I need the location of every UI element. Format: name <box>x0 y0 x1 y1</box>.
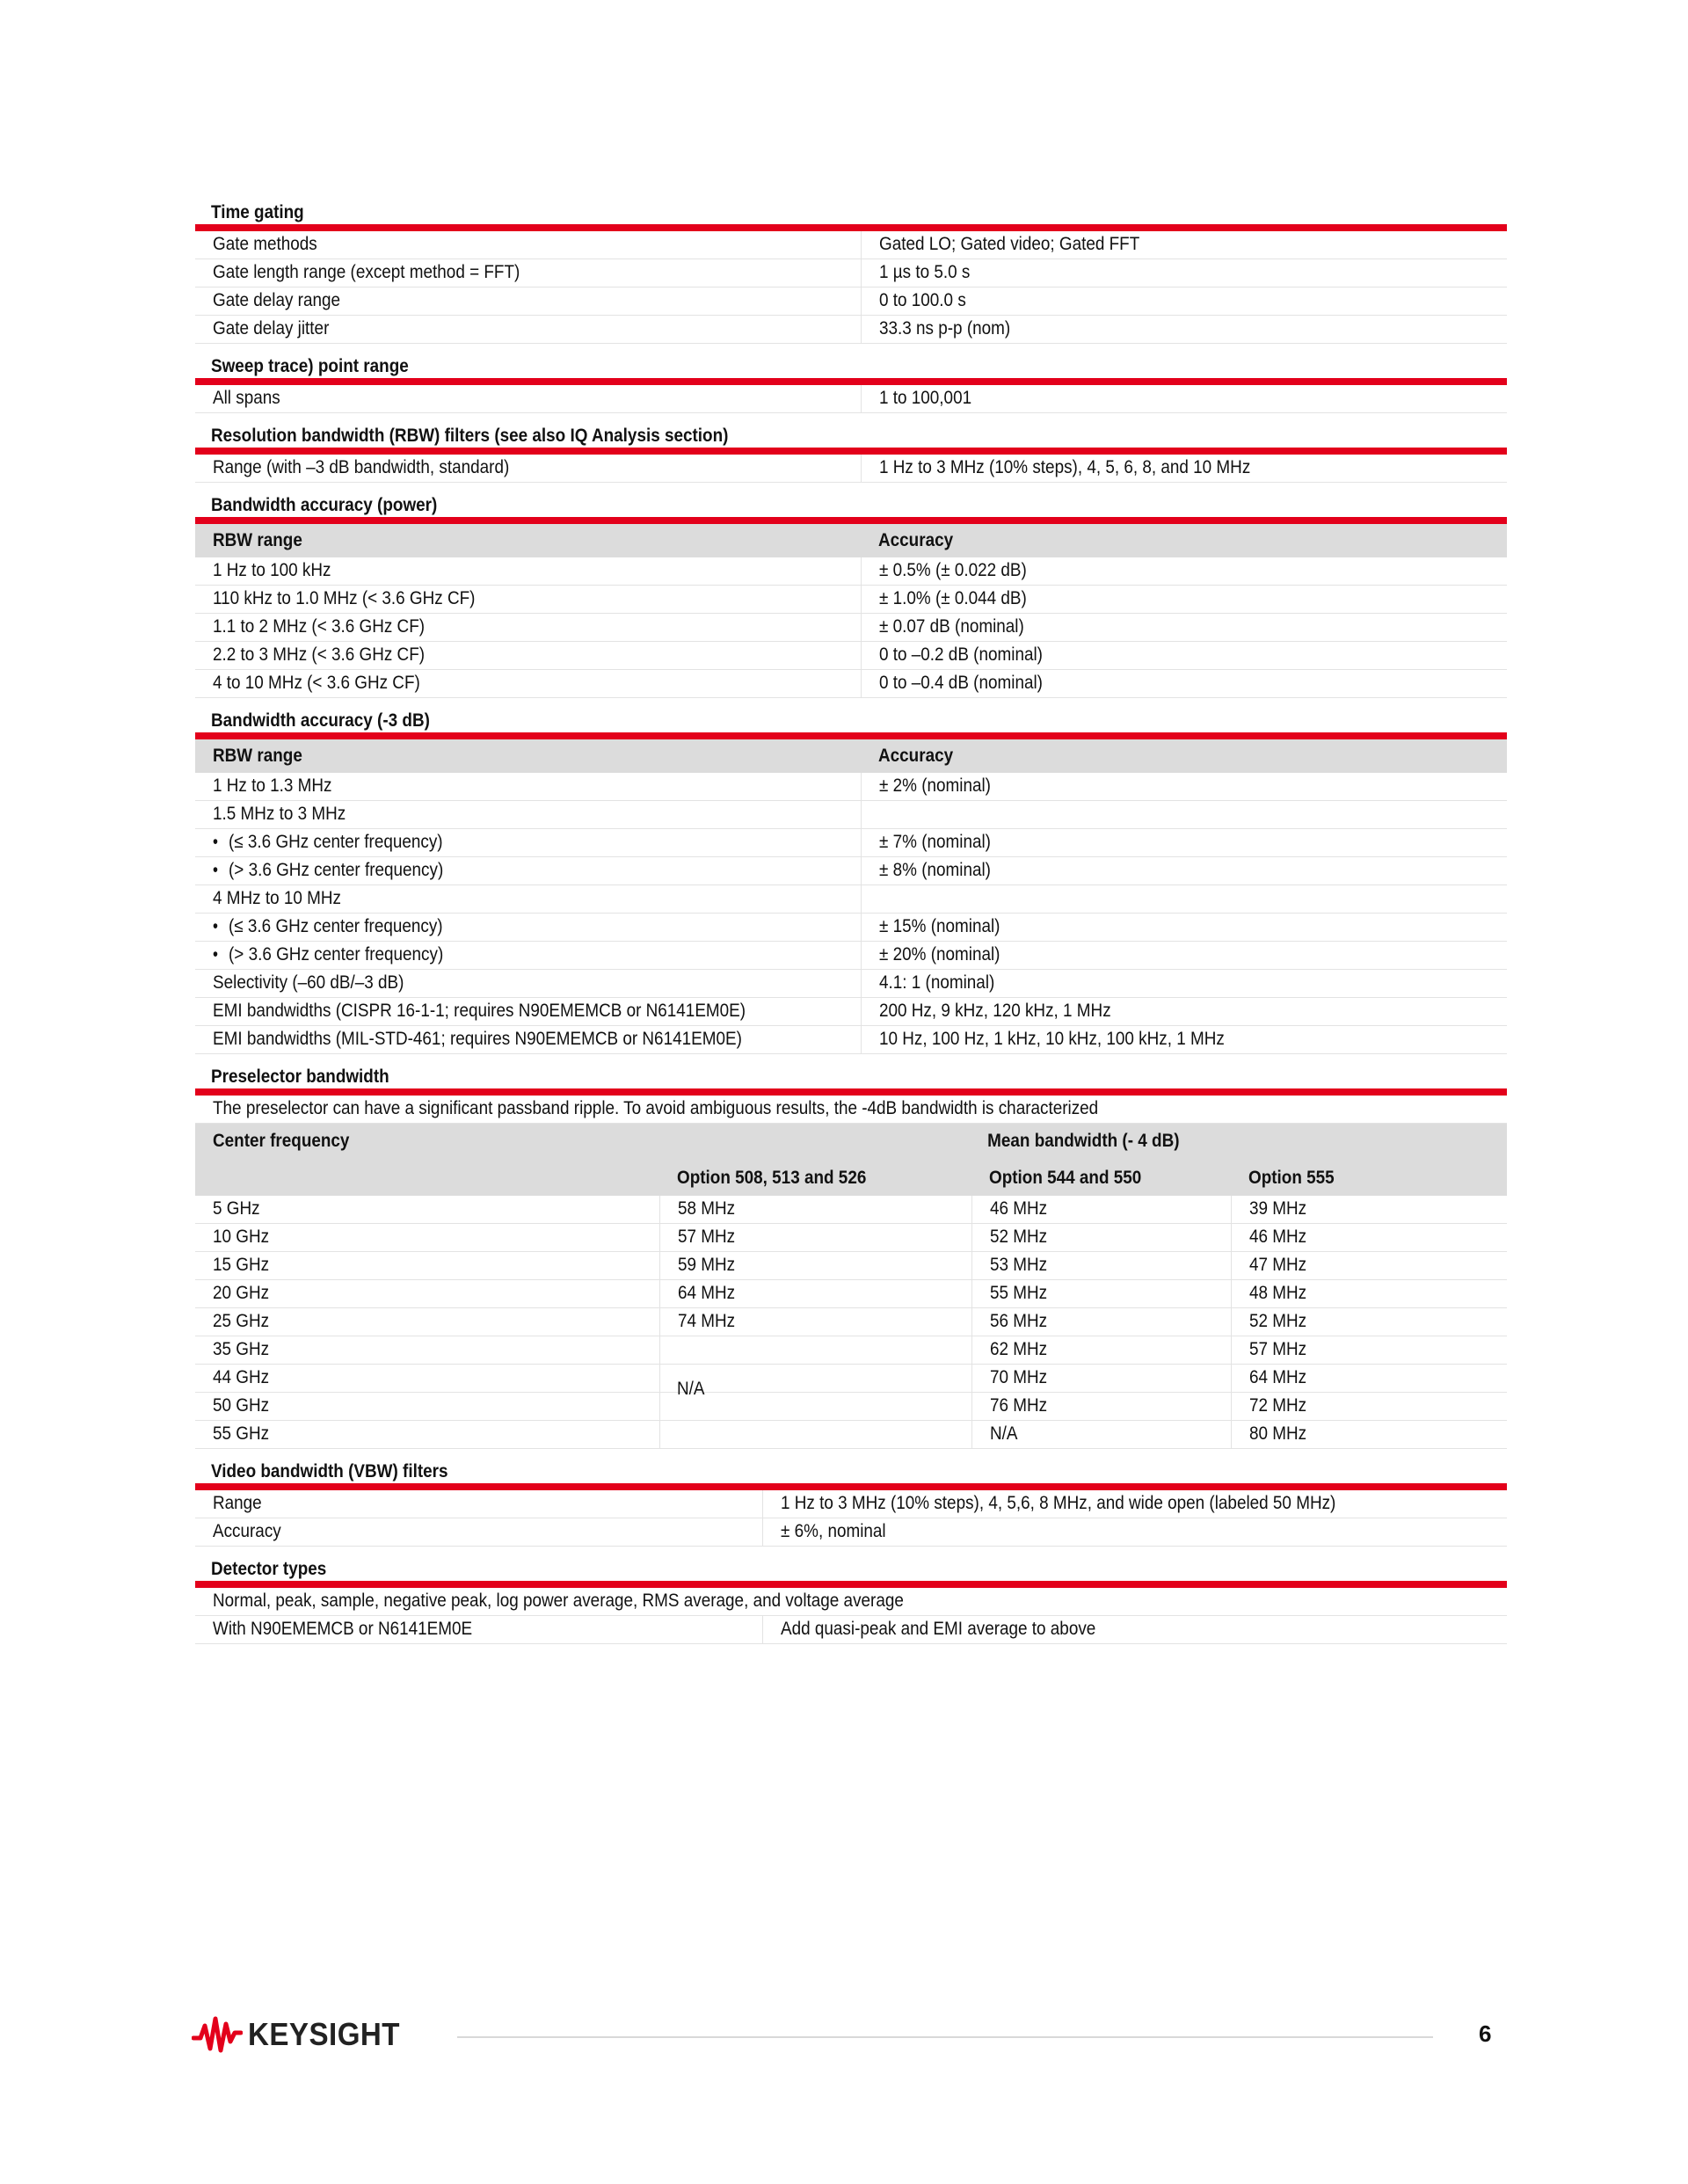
section-preselector <box>195 1059 1507 1449</box>
section-title: Video bandwidth (VBW) filters <box>211 1461 448 1481</box>
table-cell: Add quasi-peak and EMI average to above <box>762 1616 1507 1643</box>
table-row <box>195 942 1507 970</box>
table-cell: 110 kHz to 1.0 MHz (< 3.6 GHz CF) <box>213 588 476 608</box>
table-row <box>195 1308 1507 1336</box>
table-cell: Accuracy <box>213 1521 281 1541</box>
table-row <box>195 586 1507 614</box>
detector-rows <box>195 1616 1507 1644</box>
table-cell: 2.2 to 3 MHz (< 3.6 GHz CF) <box>213 644 426 665</box>
table-row <box>195 1393 1507 1421</box>
table-subheader <box>195 1159 1507 1196</box>
table-row <box>195 857 1507 885</box>
table-cell: 10 GHz <box>213 1227 270 1247</box>
table-cell: 56 MHz <box>971 1308 1231 1336</box>
table-header <box>195 524 1507 557</box>
table-cell: 44 GHz <box>213 1367 270 1387</box>
table-cell: ± 20% (nominal) <box>861 942 1507 969</box>
table-cell: 46 MHz <box>971 1196 1231 1223</box>
table-cell: 39 MHz <box>1231 1196 1507 1223</box>
table-cell: 70 MHz <box>971 1365 1231 1392</box>
section-rule <box>195 517 1507 524</box>
table-cell: 35 GHz <box>213 1339 270 1359</box>
header-cell: RBW range <box>213 530 302 550</box>
table-row <box>195 1280 1507 1308</box>
table-cell: ± 0.5% (± 0.022 dB) <box>861 557 1507 585</box>
table-cell: • (> 3.6 GHz center frequency) <box>195 857 861 885</box>
table-cell: 1 Hz to 1.3 MHz <box>213 775 332 796</box>
table-row <box>195 385 1507 413</box>
table-cell: Selectivity (–60 dB/–3 dB) <box>213 972 404 993</box>
table-cell: 59 MHz <box>659 1252 971 1279</box>
header-cell: Center frequency <box>213 1131 350 1151</box>
table-cell: 1 to 100,001 <box>861 385 1507 412</box>
table-row <box>195 316 1507 344</box>
table-cell: ± 8% (nominal) <box>861 857 1507 885</box>
section-title: Preselector bandwidth <box>211 1067 389 1087</box>
section-vbw <box>195 1454 1507 1547</box>
table-cell: 57 MHz <box>1231 1336 1507 1364</box>
section-detectors <box>195 1552 1507 1644</box>
header-cell: Option 555 <box>1248 1168 1335 1188</box>
page-footer <box>0 2013 1688 2066</box>
table-row <box>195 1026 1507 1054</box>
table-cell: 76 MHz <box>971 1393 1231 1420</box>
table-cell: 200 Hz, 9 kHz, 120 kHz, 1 MHz <box>861 998 1507 1025</box>
table-cell: EMI bandwidths (CISPR 16-1-1; requires N90EMEMCB or N6141EM0E) <box>213 1001 746 1021</box>
table-cell: • (> 3.6 GHz center frequency) <box>195 942 861 969</box>
table-cell: 53 MHz <box>971 1252 1231 1279</box>
table-row <box>195 885 1507 914</box>
sweep-rows <box>195 385 1507 413</box>
header-cell: RBW range <box>213 746 302 766</box>
table-cell: 72 MHz <box>1231 1393 1507 1420</box>
merged-na-cell: N/A <box>677 1379 705 1399</box>
section-bw-power <box>195 488 1507 698</box>
bullet-icon: • <box>213 860 218 880</box>
section-rule <box>195 448 1507 455</box>
table-cell: 5 GHz <box>213 1198 260 1219</box>
table-row <box>195 455 1507 483</box>
table-cell: Gate length range (except method = FFT) <box>213 262 520 282</box>
header-cell: Accuracy <box>878 746 954 766</box>
section-title: Bandwidth accuracy (-3 dB) <box>211 710 430 731</box>
section-title: Time gating <box>211 202 304 222</box>
table-cell: N/A <box>971 1421 1231 1448</box>
table-row <box>195 970 1507 998</box>
section-rule <box>195 1088 1507 1096</box>
section-rule <box>195 224 1507 231</box>
table-cell: Range <box>213 1493 262 1513</box>
keysight-logo <box>192 2013 413 2056</box>
table-cell: With N90EMEMCB or N6141EM0E <box>213 1619 473 1639</box>
table-cell <box>659 1421 971 1448</box>
table-cell: 64 MHz <box>1231 1365 1507 1392</box>
table-cell: 0 to –0.2 dB (nominal) <box>861 642 1507 669</box>
section-rule <box>195 1581 1507 1588</box>
bw-power-rows <box>195 557 1507 698</box>
table-row <box>195 914 1507 942</box>
section-title: Bandwidth accuracy (power) <box>211 495 438 515</box>
table-row <box>195 557 1507 586</box>
section-time-gating <box>195 195 1507 344</box>
table-cell <box>659 1336 971 1364</box>
table-row <box>195 1518 1507 1547</box>
table-cell: 4 to 10 MHz (< 3.6 GHz CF) <box>213 673 420 693</box>
table-row <box>195 801 1507 829</box>
table-cell: ± 0.07 dB (nominal) <box>861 614 1507 641</box>
table-cell: 55 GHz <box>213 1423 270 1444</box>
table-row <box>195 642 1507 670</box>
spec-content <box>195 195 1507 1644</box>
section-sweep-points <box>195 349 1507 413</box>
section-title: Sweep trace) point range <box>211 356 409 376</box>
table-cell <box>659 1365 971 1392</box>
table-row <box>195 1421 1507 1449</box>
table-row <box>195 259 1507 288</box>
table-cell: 20 GHz <box>213 1283 270 1303</box>
table-cell: 58 MHz <box>659 1196 971 1223</box>
table-cell: 0 to 100.0 s <box>861 288 1507 315</box>
keysight-wave-icon <box>192 2013 243 2056</box>
table-row <box>195 1336 1507 1365</box>
table-cell: ± 7% (nominal) <box>861 829 1507 856</box>
section-rbw <box>195 419 1507 483</box>
header-cell <box>195 1159 659 1196</box>
section-title: Detector types <box>211 1559 327 1579</box>
brand-name: KEYSIGHT <box>248 2016 400 2052</box>
table-cell: 1.5 MHz to 3 MHz <box>213 804 346 824</box>
table-cell: 52 MHz <box>1231 1308 1507 1336</box>
section-rule <box>195 1483 1507 1490</box>
table-cell: 50 GHz <box>213 1395 270 1416</box>
table-cell: 1 Hz to 3 MHz (10% steps), 4, 5,6, 8 MHz, and wide open (labeled 50 MHz) <box>762 1490 1507 1518</box>
table-cell: 48 MHz <box>1231 1280 1507 1307</box>
vbw-rows <box>195 1490 1507 1547</box>
section-rule <box>195 732 1507 739</box>
header-cell: Option 544 and 550 <box>989 1168 1142 1188</box>
section-title: Resolution bandwidth (RBW) filters (see also IQ Analysis section) <box>211 426 729 446</box>
table-cell: • (≤ 3.6 GHz center frequency) <box>195 914 861 941</box>
table-row <box>195 614 1507 642</box>
table-cell: 1 µs to 5.0 s <box>861 259 1507 287</box>
table-cell <box>861 801 1507 828</box>
header-cell: Accuracy <box>878 530 954 550</box>
table-cell <box>861 885 1507 913</box>
table-cell: Gate delay range <box>213 290 340 310</box>
table-row <box>195 1196 1507 1224</box>
table-cell: ± 2% (nominal) <box>861 773 1507 800</box>
table-row <box>195 829 1507 857</box>
table-cell: Gate delay jitter <box>213 318 330 339</box>
table-cell: ± 15% (nominal) <box>861 914 1507 941</box>
table-cell: 1 Hz to 100 kHz <box>213 560 331 580</box>
table-cell: 1.1 to 2 MHz (< 3.6 GHz CF) <box>213 616 426 637</box>
header-cell: Option 508, 513 and 526 <box>677 1168 867 1188</box>
bw-3db-rows <box>195 773 1507 1054</box>
preselector-rows <box>195 1196 1507 1449</box>
table-cell: Range (with –3 dB bandwidth, standard) <box>213 457 510 477</box>
table-cell <box>659 1393 971 1420</box>
table-header <box>195 739 1507 773</box>
table-row <box>195 1252 1507 1280</box>
table-cell: 46 MHz <box>1231 1224 1507 1251</box>
table-cell: 80 MHz <box>1231 1421 1507 1448</box>
preselector-note: The preselector can have a significant passband ripple. To avoid ambiguous results, the -4dB bandwidth is characterized <box>195 1096 1507 1124</box>
table-cell: 15 GHz <box>213 1255 270 1275</box>
table-cell: Gated LO; Gated video; Gated FFT <box>861 231 1507 258</box>
section-rule <box>195 378 1507 385</box>
table-cell: 4.1: 1 (nominal) <box>861 970 1507 997</box>
footer-divider <box>457 2036 1433 2038</box>
table-cell: 10 Hz, 100 Hz, 1 kHz, 10 kHz, 100 kHz, 1 MHz <box>861 1026 1507 1053</box>
table-cell: 25 GHz <box>213 1311 270 1331</box>
table-cell: EMI bandwidths (MIL-STD-461; requires N90EMEMCB or N6141EM0E) <box>213 1029 742 1049</box>
table-cell: 64 MHz <box>659 1280 971 1307</box>
time-gating-rows <box>195 231 1507 344</box>
table-row <box>195 1616 1507 1644</box>
table-cell: ± 6%, nominal <box>762 1518 1507 1546</box>
table-cell: 47 MHz <box>1231 1252 1507 1279</box>
bullet-icon: • <box>213 916 218 936</box>
table-cell: 62 MHz <box>971 1336 1231 1364</box>
table-cell: 4 MHz to 10 MHz <box>213 888 341 908</box>
header-cell: Mean bandwidth (- 4 dB) <box>986 1131 1180 1151</box>
bullet-icon: • <box>213 944 218 965</box>
table-row <box>195 1224 1507 1252</box>
table-cell: 1 Hz to 3 MHz (10% steps), 4, 5, 6, 8, and 10 MHz <box>861 455 1507 482</box>
table-row <box>195 670 1507 698</box>
table-row <box>195 231 1507 259</box>
table-cell: 0 to –0.4 dB (nominal) <box>861 670 1507 697</box>
section-bw-3db <box>195 703 1507 1054</box>
rbw-rows <box>195 455 1507 483</box>
table-row <box>195 288 1507 316</box>
detector-list: Normal, peak, sample, negative peak, log power average, RMS average, and voltage average <box>195 1588 1507 1616</box>
table-cell: Gate methods <box>213 234 317 254</box>
table-cell: 33.3 ns p-p (nom) <box>861 316 1507 343</box>
table-cell: 52 MHz <box>971 1224 1231 1251</box>
table-cell: 74 MHz <box>659 1308 971 1336</box>
table-row <box>195 773 1507 801</box>
table-row <box>195 998 1507 1026</box>
table-cell: 57 MHz <box>659 1224 971 1251</box>
page-number: 6 <box>1479 2020 1492 2047</box>
table-row <box>195 1490 1507 1518</box>
table-cell: All spans <box>213 388 280 408</box>
table-cell: • (≤ 3.6 GHz center frequency) <box>195 829 861 856</box>
table-cell: 55 MHz <box>971 1280 1231 1307</box>
bullet-icon: • <box>213 832 218 852</box>
table-cell: ± 1.0% (± 0.044 dB) <box>861 586 1507 613</box>
table-row <box>195 1365 1507 1393</box>
table-header <box>195 1124 1507 1159</box>
